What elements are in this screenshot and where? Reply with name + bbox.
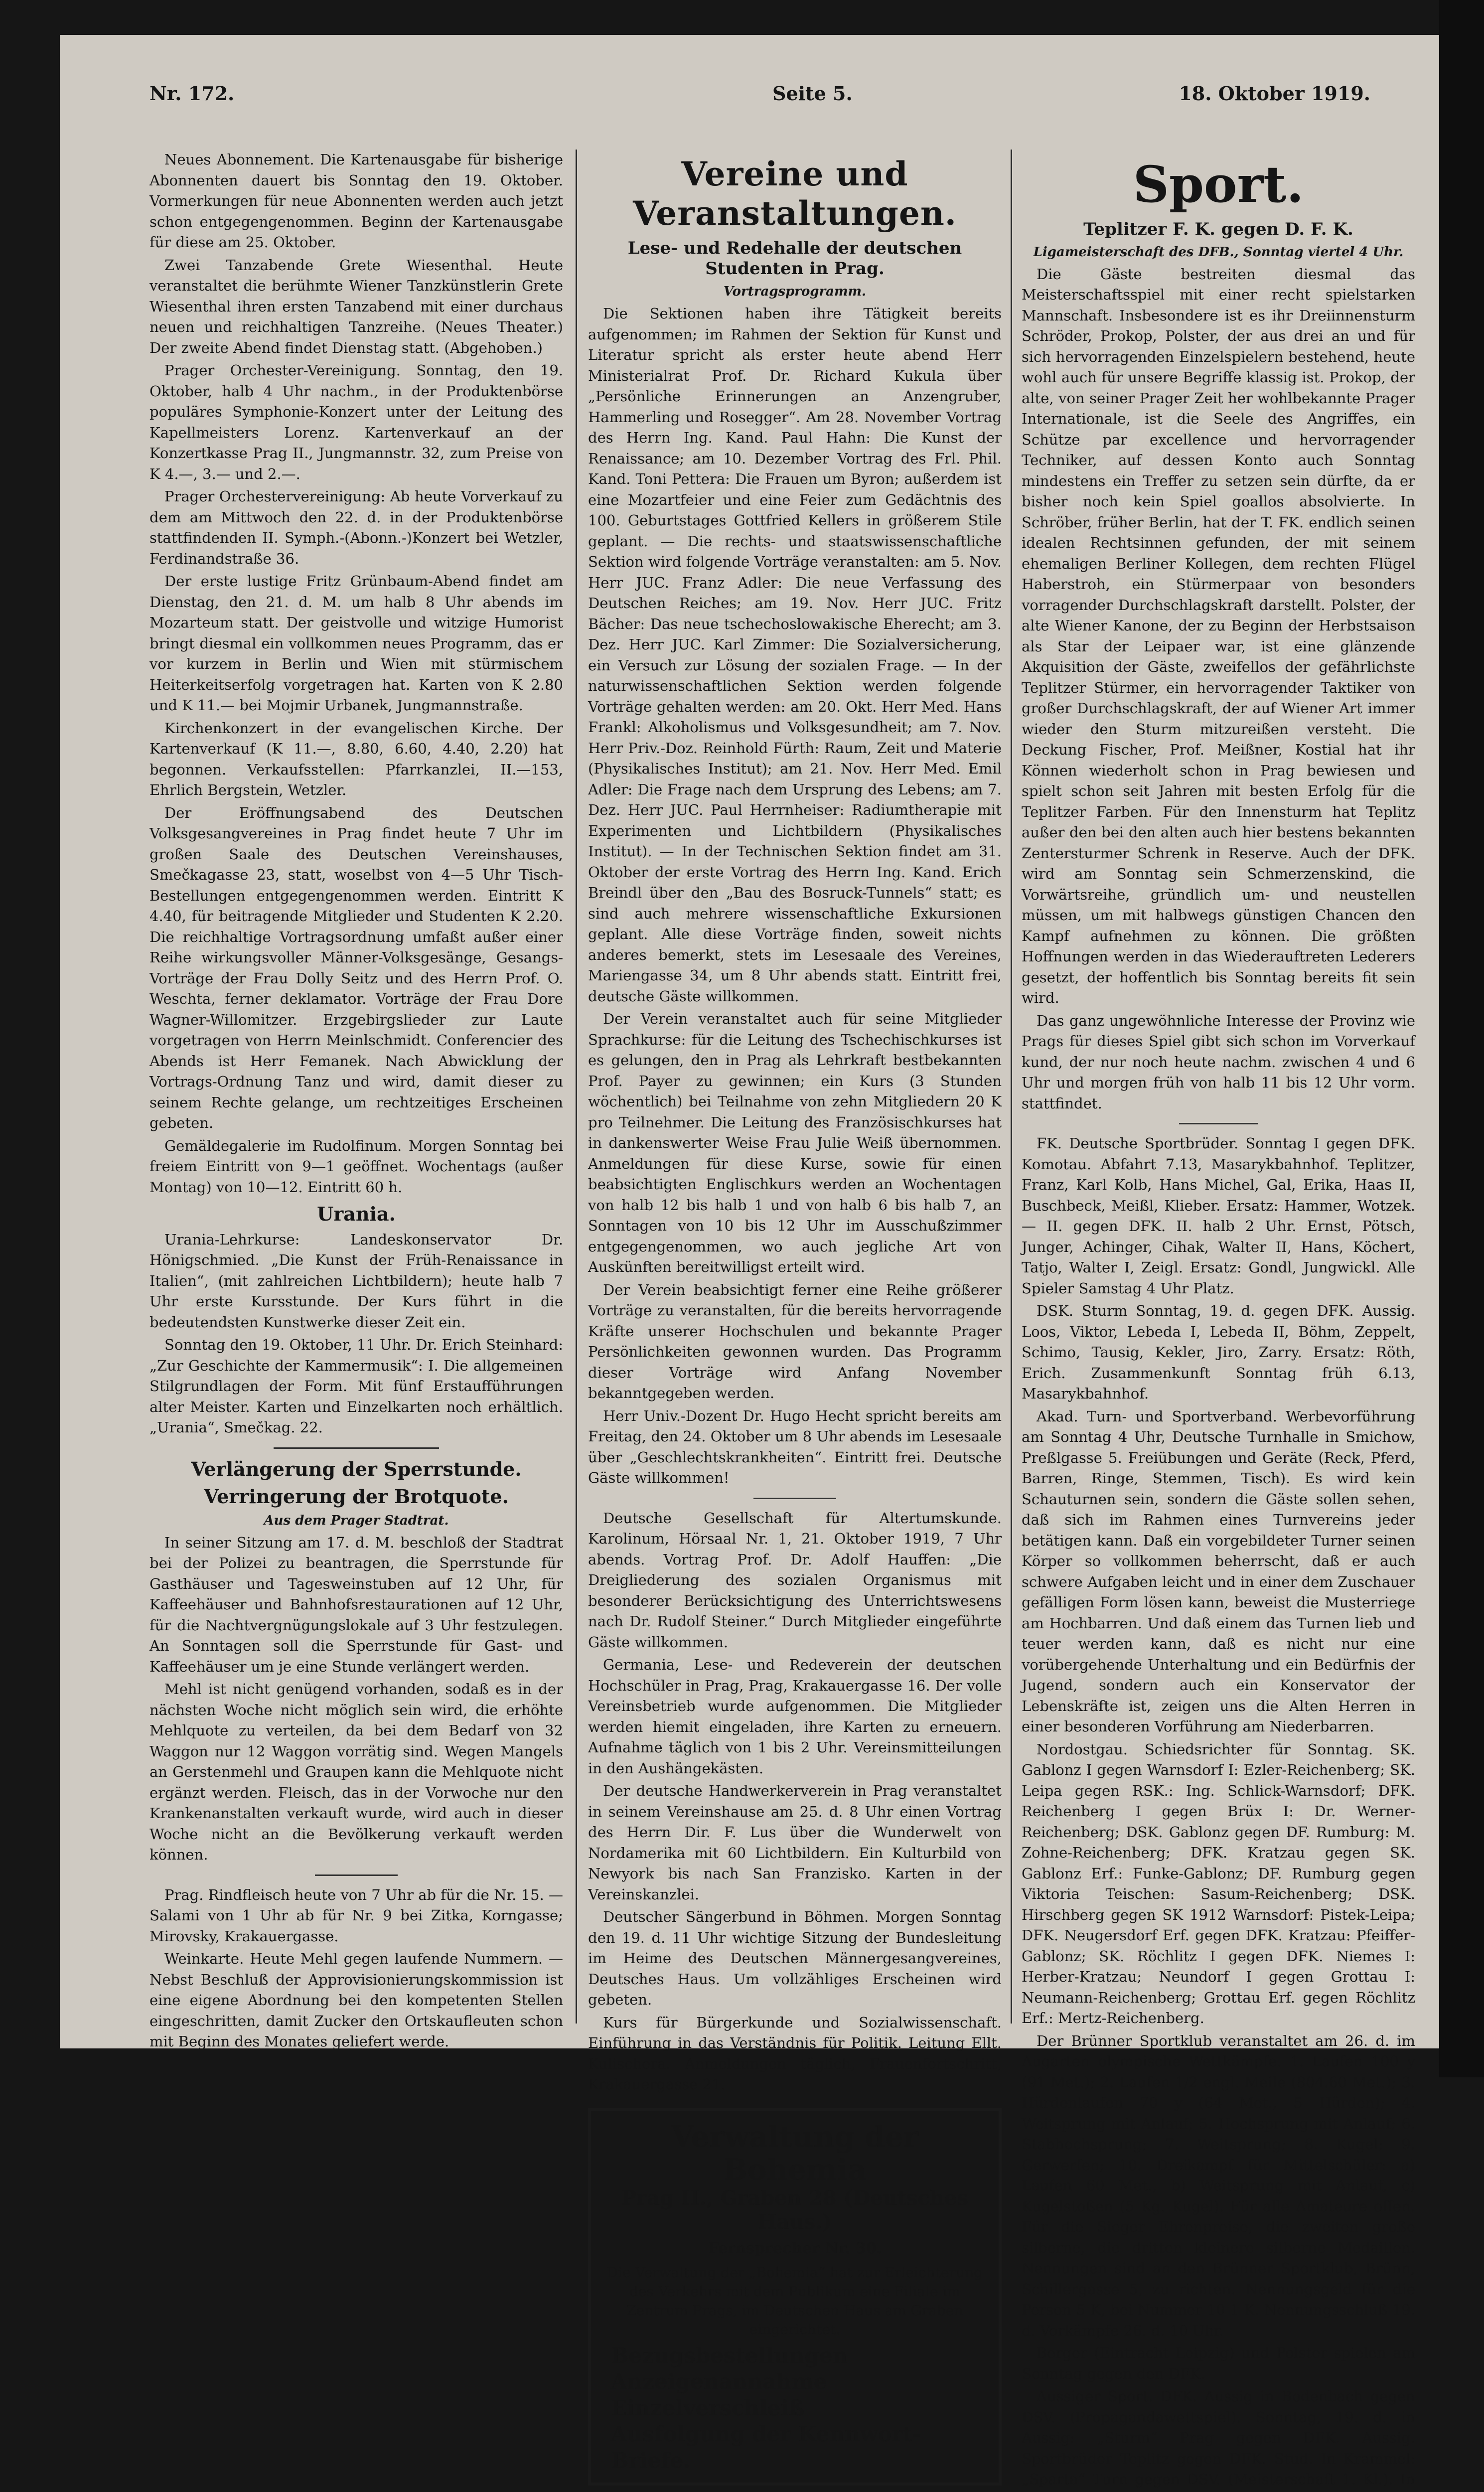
article-paragraph: Sonntag den 19. Oktober, 11 Uhr. Dr. Erich Steinhard: „Zur Geschichte der Kammermusik“: I. Die allgemeinen Stilgrundlagen der Form. Mit fünf Erstaufführungen alter Meister. Karten und Einzelkarten noch erhältlich. „Urania“, Smečkag. 22.	[149, 1336, 563, 1436]
section-subtitle: Lese- und Redehalle der deutschen Studenten in Prag.	[627, 238, 962, 279]
article-paragraph: Nordostgau. Schiedsrichter für Sonntag. SK. Gablonz I gegen Warnsdorf I: Ezler-Reichenberg; SK. Leipa gegen RSK.: Ing. Schlick-Warnsdorf; DFK. Reichenberg I gegen Brüx I: Dr. Werner-Reichenberg; DSK. Gablonz gegen DF. Rumburg: M. Zohne-Reichenberg; DFK. Kratzau gegen SK. Gablonz Erf.: Funke-Gablonz; DF. Rumburg gegen Viktoria Teischen: Sasum-Reichenberg; DSK. Hirschberg gegen SK 1912 Warnsdorf: Pistek-Leipa; DFK. Neugersdorf Erf. gegen DFK. Kratzau: Pfeiffer-Gablonz; SK. Röchlitz I gegen DFK. Niemes I: Herber-Kratzau; Neundorf I gegen Grottau I: Neumann-Reichenberg; Grottau Erf. gegen Röchlitz Erf.: Mertz-Reichenberg.	[1022, 1740, 1415, 2027]
column-middle	[588, 150, 1002, 2473]
ad-text: Die Verwaltung der „Bohemia“ hat zur Erleichterung des Verkehrs mit dem Publikum eine Filiale im Zentrum Prags, im Deutschen Haus am Graben eingerichtet.	[606, 2264, 983, 2337]
section-heading-urania: Urania.	[317, 1203, 396, 1225]
article-headline: Teplitzer F. K. gegen D. F. K.	[1083, 219, 1353, 239]
article-paragraph: Berger (Eintracht Leipzig) und Polster spielen am Sonntag gegen den DFK.	[1022, 2344, 1415, 2382]
article-paragraph: Prager Orchestervereinigung: Ab heute Vorverkauf zu dem am Mittwoch den 22. d. in der Produktenbörse stattfindenden II. Symph.-(Abonn.-)Konzert bei Wetzler, Ferdinandstraße 36.	[149, 488, 563, 567]
ad-service-item: Anzeigenannahme	[611, 2369, 827, 2394]
article-paragraph: Deutsche Gesellschaft für Altertumskunde. Karolinum, Hörsaal Nr. 1, 21. Oktober 1919, 7 Uhr abends. Vortrag Prof. Dr. Adolf Hauffen: „Die Dreigliederung des sozialen Organismus mit besonderer Berücksichtigung des Unterrichtswesens nach Dr. Rudolf Steiner.“ Durch Mitglieder eingeführte Gäste willkommen.	[588, 1509, 1002, 1651]
article-paragraph: Der Verein veranstaltet auch für seine Mitglieder Sprachkurse: für die Leitung des Tschechischkurses ist es gelungen, den in Prag als Lehrkraft bestbekannten Prof. Payer zu gewinnen; ein Kurs (3 Stunden wöchentlich) bei Teilnahme von zehn Mitgliedern 20 K pro Teilnehmer. Die Leitung des Französischkurses hat in dankenswerter Weise Frau Julie Weiß übernommen. Anmeldungen für diese Kurse, sowie für einen beabsichtigten Englischkurs werden an Wochentagen von halb 12 bis halb 1 und von halb 6 bis halb 7, an Sonntagen von 10 bis 12 Uhr im Ausschußzimmer entgegengenommen, wo auch jegliche Art von Auskünften bereitwilligst erteilt wird.	[588, 1010, 1002, 1276]
ad-address: Prag II., Graben 28 (Deutsches Haus.)	[621, 2186, 968, 2234]
ad-phone: Fernsprecher Nr. 30.	[708, 2240, 882, 2258]
article-paragraph: Gemäldegalerie im Rudolfinum. Morgen Sonntag bei freiem Eintritt von 9—1 geöffnet. Wochentags (außer Montag) von 10—12. Eintritt 60 h.	[149, 1137, 563, 1196]
issue-number: Nr. 172.	[149, 82, 235, 105]
article-paragraph: Die Gäste bestreiten diesmal das Meisterschaftsspiel mit einer recht spielstarken Mannschaft. Insbesondere ist es ihr Dreiinnensturm Schröder, Prokop, Polster, der aus drei an und für sich hervorragenden Einzelspielern bestehend, heute wohl auch für unsere Begriffe klassig ist. Prokop, der alte, von seiner Prager Zeit her wohlbekannte Prager Internationale, ist die Seele des Angriffes, ein Schütze par excellence und hervorragender Techniker, auf dessen Konto auch Sonntag mindestens ein Treffer zu setzen sein dürfte, da er bisher noch kein Spiel goallos absolvierte. In Schröber, früher Berlin, hat der T. FK. endlich seinen idealen Rechtsinnen gefunden, der mit seinem ehemaligen Berliner Kollegen, dem rechten Flügel Haberstroh, ein Stürmerpaar von besonders vorragender Durchschlagskraft darstellt. Polster, der alte Wiener Kanone, der zu Beginn der Herbstsaison als Star der Leipaer war, ist eine glänzende Akquisition der Gäste, zweifellos der gefährlichste Teplitzer Stürmer, ein hervorragender Taktiker von großer Durchschlagskraft, der auf Wiener Art immer wieder den Sturm mitzureißen versteht. Die Deckung Fischer, Prof. Meißner, Kostial hat ihr Können wiederholt schon in Prag bewiesen und spielt schon seit Jahren mit besten Erfolg für die Teplitzer Farben. Für den Innensturm hat Teplitz außer den bei den alten auch hier bestens bekannten Zentersturmer Schrenk in Reserve. Auch der DFK. wird am Sonntag sein Schmerzenskind, die Vorwärtsreihe, gründlich um- und neustellen müssen, um mit halbwegs günstigen Chancen den Kampf aufnehmen zu können. Die größten Hoffnungen werden in das Wiederauftreten Lederers gesetzt, der hoffentlich bis Sonntag bereits fit sein wird.	[1022, 265, 1415, 1007]
ad-service-item: Ausfolgung der Kennwort-Briefe.	[611, 2422, 921, 2473]
divider	[274, 1447, 439, 1449]
article-paragraph: Mehl ist nicht genügend vorhanden, sodaß es in der nächsten Woche nicht möglich sein wird, die erhöhte Mehlquote zu verteilen, da bei dem Bedarf von 32 Waggon nur 12 Waggon vorrätig sind. Wegen Mangels an Gerstenmehl und Graupen kann die Mehlquote nicht ergänzt werden. Fleisch, das in der Vorwoche nur den Krankenanstalten verkauft wurde, wird auch in dieser Woche nicht an die Bevölkerung verkauft werden können.	[149, 1681, 563, 1864]
article-paragraph: Die Sektionen haben ihre Tätigkeit bereits aufgenommen; im Rahmen der Sektion für Kunst und Literatur spricht als erster heute abend Herr Ministerialrat Prof. Dr. Richard Kukula über „Persönliche Erinnerungen an Anzengruber, Hammerling und Rosegger“. Am 28. November Vortrag des Herrn Ing. Kand. Paul Hahn: Die Kunst der Renaissance; am 10. Dezember Vortrag des Frl. Phil. Kand. Toni Pettera: Die Frauen um Byron; außerdem ist eine Mozartfeier und eine Feier zum Gedächtnis des 100. Geburtstages Gottfried Kellers in größerem Stile geplant. — Die rechts- und staatswissenschaftliche Sektion wird folgende Vorträge veranstalten: am 5. Nov. Herr JUC. Franz Adler: Die neue Verfassung des Deutschen Reiches; am 19. Nov. Herr JUC. Fritz Bächer: Das neue tschechoslowakische Eherecht; am 3. Dez. Herr JUC. Karl Zimmer: Die Sozialversicherung, ein Versuch zur Lösung der sozialen Frage. — In der naturwissenschaftlichen Sektion werden folgende Vorträge gehalten werden: am 20. Okt. Herr Med. Hans Frankl: Alkoholismus und Volksgesundheit; am 7. Nov. Herr Priv.-Doz. Reinhold Fürth: Raum, Zeit und Materie (Physikalisches Institut); am 21. Nov. Herr Med. Emil Adler: Die Frage nach dem Ursprung des Lebens; am 7. Dez. Herr JUC. Paul Herrnheiser: Radiumtherapie mit Experimenten und Lichtbildern (Physikalisches Institut). — In der Technischen Sektion findet am 31. Oktober der erste Vortrag des Herrn Ing. Kand. Erich Breindl über den „Bau des Bosruck-Tunnels“ statt; es sind auch mehrere wissenschaftliche Exkursionen geplant. Alle diese Vorträge finden, soweit nichts anderes bemerkt, stets im Lesesaale des Vereines, Mariengasse 34, um 8 Uhr abends statt. Eintritt frei, deutsche Gäste willkommen.	[588, 305, 1002, 1005]
divider	[753, 1498, 836, 1499]
article-paragraph: Aussiger Sport. DFK. Aussig in Bodenbach gegen DSV. (Propagandawettspiel). Sonntag, 19. d. in Aussig: „Sturm“ Prag gegen DFK. Aussig. Sportbrüder Teplitz gegen DFK. Stud. In Krammel: „Sparta“ Turn gegen DSV. (Meisterschaft 1. Kl.). In	[1022, 2388, 1415, 2488]
section-subtitle: Vortragsprogramm.	[723, 284, 867, 299]
article-headline: Verlängerung der Sperrstunde.	[191, 1457, 522, 1480]
divider	[1179, 1123, 1258, 1124]
divider	[315, 1874, 398, 1876]
article-paragraph: DSK. Sturm Sonntag, 19. d. gegen DFK. Aussig. Loos, Viktor, Lebeda I, Lebeda II, Böhm, Zeppelt, Schimo, Tausig, Kekler, Jiro, Zarry. Ersatz: Röth, Erich. Zusammenkunft Sonntag früh 6.13, Masarykbahnhof.	[1022, 1302, 1415, 1402]
binding-edge	[1439, 0, 1484, 2077]
article-paragraph: Das ganz ungewöhnliche Interesse der Provinz wie Prags für dieses Spiel gibt sich schon im Vorverkauf kund, der nur noch heute nachm. zwischen 4 und 6 Uhr und morgen früh von halb 11 bis 12 Uhr vorm. stattfindet.	[1022, 1012, 1415, 1112]
column-right	[1022, 150, 1415, 2488]
article-paragraph: Germania, Lese- und Redeverein der deutschen Hochschüler in Prag, Prag, Krakauergasse 16. Der volle Vereinsbetrieb wurde aufgenommen. Die Mitglieder werden hiemit eingeladen, ihre Karten zu erneuern. Aufnahme täglich von 1 bis 2 Uhr. Vereinsmitteilungen in den Aushängekästen.	[588, 1656, 1002, 1777]
article-paragraph: In seiner Sitzung am 17. d. M. beschloß der Stadtrat bei der Polizei zu beantragen, die Sperrstunde für Gasthäuser und Tagesweinstuben auf 12 Uhr, für Kaffeehäuser und Bahnhofsrestaurationen auf 12 Uhr, für die Nachtvergnügungslokale auf 3 Uhr festzulegen. An Sonntagen soll die Sperrstunde für Gast- und Kaffeehäuser um je eine Stunde verlängert werden.	[149, 1534, 563, 1675]
article-headline: Verringerung der Brotquote.	[204, 1485, 509, 1508]
article-paragraph: Akad. Turn- und Sportverband. Werbevorführung am Sonntag 4 Uhr, Deutsche Turnhalle in Smichow, Preßlgasse 5. Freiübungen und Geräte (Reck, Pferd, Barren, Ringe, Stemmen, Tisch). Es wird kein Schauturnen sein, sondern die Gäste sollen sehen, daß sich im Rahmen eines Turnvereins jeder betätigen kann. Daß ein vorgebildeter Turner seinen Körper so vollkommen beherrscht, daß er auch schwere Aufgaben leicht und in einer dem Zuschauer gefälligen Form lösen kann, beweist die Musterriege am Hochbarren. Und daß einem das Turnen lieb und teuer werden kann, daß es nicht nur eine vorübergehende Unterhaltung und ein Bedürfnis der Jugend, sondern auch ein Konservator der Lebenskräfte ist, zeigen uns die Alten Herren in einer besonderen Vorführung am Niederbarren.	[1022, 1407, 1415, 1735]
article-paragraph: Weinkarte. Heute Mehl gegen laufende Nummern. — Nebst Beschluß der Approvisionierungskommission ist eine eigene Abordnung bei den kompetenten Stellen eingeschritten, damit Zucker den Ortskaufleuten schon mit Beginn des Monates geliefert werde.	[149, 1950, 563, 2050]
column-left	[149, 150, 563, 2050]
article-paragraph: Urania-Lehrkurse: Landeskonservator Dr. Hönigschmied. „Die Kunst der Früh-Renaissance in Italien“, (mit zahlreichen Lichtbildern); heute halb 7 Uhr erste Kursstunde. Der Kurs führt in die bedeutendsten Kunstwerke dieser Zeit ein.	[149, 1231, 563, 1331]
article-paragraph: Der Verein beabsichtigt ferner eine Reihe größerer Vorträge zu veranstalten, für die bereits hervorragende Kräfte unserer Hochschulen und bekannte Prager Persönlichkeiten gewonnen wurden. Das Programm dieser Vorträge wird Anfang November bekanntgegeben werden.	[588, 1281, 1002, 1402]
article-subheadline: Aus dem Prager Stadtrat.	[264, 1513, 449, 1528]
article-paragraph: Kurs für Bürgerkunde und Sozialwissenschaft. Einführung in das Verständnis für Politik. Leitung Ellt. Kulischera. Anmeldungen täglich, Frauenfortschritt, Krakauergasse 21.	[588, 2014, 1002, 2093]
page-header	[60, 35, 1440, 120]
newspaper-page	[60, 35, 1440, 2488]
ad-service-item: Bezugsbestellungen	[611, 2343, 848, 2368]
advertisement-box	[588, 2108, 1002, 2486]
article-paragraph: Neues Abonnement. Die Kartenausgabe für bisherige Abonnenten dauert bis Sonntag den 19. Oktober. Vormerkungen für neue Abonnenten werden auch jetzt schon entgegengenommen. Beginn der Kartenausgabe für diese am 25. Oktober.	[149, 151, 563, 251]
page-number: Seite 5.	[772, 82, 853, 105]
article-paragraph: Deutscher Sängerbund in Böhmen. Morgen Sonntag den 19. d. 11 Uhr wichtige Sitzung der Bundesleitung im Heime des Deutschen Männergesangvereines, Deutsches Haus. Um vollzähliges Erscheinen wird gebeten.	[588, 1908, 1002, 2009]
article-paragraph: Herr Univ.-Dozent Dr. Hugo Hecht spricht bereits am Freitag, den 24. Oktober um 8 Uhr abends im Lesesaale über „Geschlechtskrankheiten“. Eintritt frei. Deutsche Gäste willkommen!	[588, 1407, 1002, 1487]
article-paragraph: Der deutsche Handwerkerverein in Prag veranstaltet in seinem Vereinshause am 25. d. 8 Uhr einen Vortrag des Herrn Dir. F. Lus über die Wunderwelt von Nordamerika mit 60 Lichtbildern. Ein Kulturbild von Newyork bis nach San Franzisko. Karten in der Vereinskanzlei.	[588, 1782, 1002, 1903]
article-subheadline: Ligameisterschaft des DFB., Sonntag viertel 4 Uhr.	[1033, 244, 1404, 260]
section-title: Vereine und Veranstaltungen.	[633, 155, 957, 233]
ad-service-item: Einzelverschleiß	[611, 2395, 805, 2420]
ad-title: Verwaltung der Bohemia	[671, 2119, 919, 2187]
article-paragraph: Der Eröffnungsabend des Deutschen Volksgesangvereines in Prag findet heute 7 Uhr im großen Saale des Deutschen Vereinshauses, Smečkagasse 23, statt, woselbst von 4—5 Uhr Tisch-Bestellungen entgegengenommen werden. Eintritt K 4.40, für beitragende Mitglieder und Studenten K 2.20. Die reichhaltige Vortragsordnung umfaßt außer einer Reihe wirkungsvoller Männer-Volksgesänge, Gesangs-Vorträge der Frau Dolly Seitz und des Herrn Prof. O. Weschta, ferner deklamator. Vorträge der Frau Dore Wagner-Willomitzer. Erzgebirgslieder zur Laute vorgetragen von Herrn Meinlschmidt. Conferencier des Abends ist Herr Femanek. Nach Abwicklung der Vortrags-Ordnung Tanz und wird, damit dieser zu seinem Rechte gelange, um rechtzeitiges Erscheinen gebeten.	[149, 804, 563, 1131]
article-paragraph: FK. Deutsche Sportbrüder. Sonntag I gegen DFK. Komotau. Abfahrt 7.13, Masarykbahnhof. Teplitzer, Franz, Karl Kolb, Hans Michel, Gal, Erika, Haas II, Buschbeck, Meißl, Klieber. Ersatz: Hammer, Wotzek. — II. gegen DFK. II. halb 2 Uhr. Ernst, Pötsch, Junger, Achinger, Cihak, Walter II, Hans, Köchert, Tatjo, Walter I, Zeigl. Ersatz: Gondl, Jungwickl. Alle Spieler Samstag 4 Uhr Platz.	[1022, 1135, 1415, 1297]
article-paragraph: Prager Orchester-Vereinigung. Sonntag, den 19. Oktober, halb 4 Uhr nachm., in der Produktenbörse populäres Symphonie-Konzert unter der Leitung des Kapellmeisters Lorenz. Kartenverkauf an der Konzertkasse Prag II., Jungmannstr. 32, zum Preise von K 4.—, 3.— und 2.—.	[149, 362, 563, 482]
article-paragraph: Prag. Rindfleisch heute von 7 Uhr ab für die Nr. 15. — Salami von 1 Uhr ab für Nr. 9 bei Zitka, Korngasse; Mirovsky, Krakauergasse.	[149, 1886, 563, 1945]
issue-date: 18. Oktober 1919.	[1179, 82, 1370, 105]
column-rule	[1011, 150, 1012, 2024]
column-rule	[576, 150, 577, 2024]
article-paragraph: Der erste lustige Fritz Grünbaum-Abend findet am Dienstag, den 21. d. M. um halb 8 Uhr abends im Mozarteum statt. Der geistvolle und witzige Humorist bringt diesmal ein vollkommen neues Programm, das er vor kurzem in Berlin und Wien mit stürmischem Heiterkeitserfolg vorgetragen hat. Karten von K 2.80 und K 11.— bei Mojmir Urbanek, Jungmannstraße.	[149, 573, 563, 714]
article-paragraph: Der Brünner Sportklub veranstaltet am 26. d. im Augarten olympische Wettkämpfe. 1. Laufen 100 y (91 Met.); 2. Laufen 1/2 engl. Meile (804.60 Met.); 3. Hürdenlaufen 70 y (64 Met., 5 Hürden); 4. Weitsprung mit Anlauf; 5. Hochsprung mit Anlauf; 6. Stabhochsprung; 7. Weitsprung; 8. Kugel; 9. Gerwerfen; 10. Dreikampf für Mittelschüler: a) Laufen 60 Met., b) Weitsprung mit Anlauf, c) Kugelstoßen (5 Kg. Kugel). Für alle Amateure offen. Für die Sieger Ehrenpreise, die zweiten große silberne, die dritten kleinere silberne Medaillen. Nennungen sind an den Brünner Sportklub, Brünn, Schillergasse 5, zu richten. Nennungsgeld für die Person 5 K, bei Nummer 10 1 K. Nennungsschluß 19. d. Vorkämpfe 26. d. 10 Uhr.	[1022, 2032, 1415, 2339]
section-title-sport: Sport.	[1133, 155, 1304, 214]
article-paragraph: Zwei Tanzabende Grete Wiesenthal. Heute veranstaltet die berühmte Wiener Tanzkünstlerin Grete Wiesenthal ihren ersten Tanzabend mit einer durchaus neuen und reichhaltigen Tanzreihe. (Neues Theater.) Der zweite Abend findet Dienstag statt. (Abgehoben.)	[149, 256, 563, 356]
article-paragraph: Kirchenkonzert in der evangelischen Kirche. Der Kartenverkauf (K 11.—, 8.80, 6.60, 4.40, 2.20) hat begonnen. Verkaufsstellen: Pfarrkanzlei, II.—153, Ehrlich Bergstein, Wetzler.	[149, 719, 563, 798]
